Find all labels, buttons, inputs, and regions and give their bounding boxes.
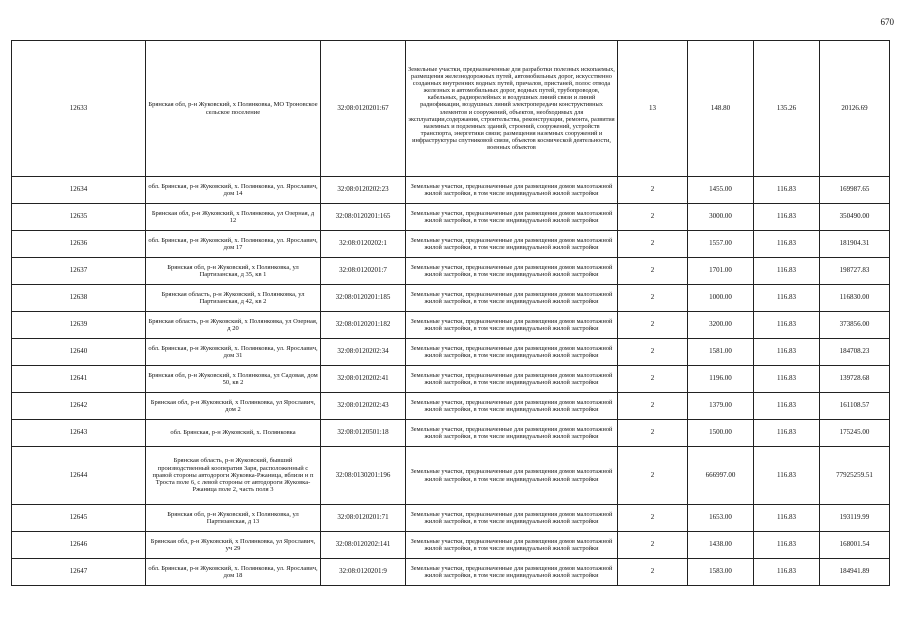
area-cell: 666997.00 xyxy=(688,447,754,505)
land-use-cell: Земельные участки, предназначенные для размещения домов малоэтажной жилой застройки, в том числе индивидуальной жилой застройки xyxy=(406,258,618,285)
specific-value-cell: 116.83 xyxy=(754,231,820,258)
area-cell: 1500.00 xyxy=(688,420,754,447)
cadastral-value-cell: 161108.57 xyxy=(820,393,890,420)
table-row xyxy=(12,285,890,312)
cadastral-value-cell: 169987.65 xyxy=(820,177,890,204)
group-number-cell: 2 xyxy=(618,393,688,420)
cadastral-number-cell: 32:08:0120202:43 xyxy=(321,393,406,420)
cadastral-value-cell: 139728.68 xyxy=(820,366,890,393)
cadastral-number-cell: 32:08:0120202:1 xyxy=(321,231,406,258)
area-cell: 148.80 xyxy=(688,41,754,177)
land-use-cell: Земельные участки, предназначенные для размещения домов малоэтажной жилой застройки, в том числе индивидуальной жилой застройки xyxy=(406,231,618,258)
land-use-cell: Земельные участки, предназначенные для размещения домов малоэтажной жилой застройки, в том числе индивидуальной жилой застройки xyxy=(406,285,618,312)
cadastral-number-cell: 32:08:0120201:67 xyxy=(321,41,406,177)
specific-value-cell: 116.83 xyxy=(754,366,820,393)
group-number-cell: 13 xyxy=(618,41,688,177)
specific-value-cell: 135.26 xyxy=(754,41,820,177)
table-row xyxy=(12,420,890,447)
group-number-cell: 2 xyxy=(618,285,688,312)
area-cell: 1455.00 xyxy=(688,177,754,204)
table-row xyxy=(12,339,890,366)
specific-value-cell: 116.83 xyxy=(754,258,820,285)
table-row xyxy=(12,532,890,559)
row-number-cell: 12646 xyxy=(12,532,146,559)
address-cell: обл. Брянская, р-н Жуковский, х. Полянковка, ул. Ярославич, дом 17 xyxy=(146,231,321,258)
group-number-cell: 2 xyxy=(618,366,688,393)
cadastral-number-cell: 32:08:0120201:9 xyxy=(321,559,406,586)
cadastral-number-cell: 32:08:0120501:18 xyxy=(321,420,406,447)
area-cell: 1000.00 xyxy=(688,285,754,312)
area-cell: 1583.00 xyxy=(688,559,754,586)
cadastral-value-cell: 193119.99 xyxy=(820,505,890,532)
row-number-cell: 12642 xyxy=(12,393,146,420)
area-cell: 1701.00 xyxy=(688,258,754,285)
cadastral-value-cell: 184708.23 xyxy=(820,339,890,366)
land-use-cell: Земельные участки, предназначенные для размещения домов малоэтажной жилой застройки, в том числе индивидуальной жилой застройки xyxy=(406,204,618,231)
address-cell: Брянская обл, р-н Жуковский, х Полянковка, МО Троновское сельское поселение xyxy=(146,41,321,177)
group-number-cell: 2 xyxy=(618,532,688,559)
cadastral-number-cell: 32:08:0120202:41 xyxy=(321,366,406,393)
table-row xyxy=(12,41,890,177)
land-use-cell: Земельные участки, предназначенные для размещения домов малоэтажной жилой застройки, в том числе индивидуальной жилой застройки xyxy=(406,177,618,204)
land-use-cell: Земельные участки, предназначенные для размещения домов малоэтажной жилой застройки, в том числе индивидуальной жилой застройки xyxy=(406,559,618,586)
cadastral-value-cell: 77925259.51 xyxy=(820,447,890,505)
cadastral-number-cell: 32:08:0120202:141 xyxy=(321,532,406,559)
specific-value-cell: 116.83 xyxy=(754,447,820,505)
area-cell: 1557.00 xyxy=(688,231,754,258)
table-row xyxy=(12,505,890,532)
land-use-cell: Земельные участки, предназначенные для размещения домов малоэтажной жилой застройки, в том числе индивидуальной жилой застройки xyxy=(406,339,618,366)
specific-value-cell: 116.83 xyxy=(754,177,820,204)
group-number-cell: 2 xyxy=(618,177,688,204)
group-number-cell: 2 xyxy=(618,204,688,231)
land-use-cell: Земельные участки, предназначенные для размещения домов малоэтажной жилой застройки, в том числе индивидуальной жилой застройки xyxy=(406,312,618,339)
cadastral-value-cell: 198727.83 xyxy=(820,258,890,285)
address-cell: обл. Брянская, р-н Жуковский, х. Полянковка, ул. Ярославич, дом 18 xyxy=(146,559,321,586)
area-cell: 3000.00 xyxy=(688,204,754,231)
table-row xyxy=(12,366,890,393)
address-cell: Брянская область, р-н Жуковский, бывший производственный кооператив Заря, расположенный с правой стороны автодороги Жуковка-Ржаница, вблизи н п Троста поле 6, с левой стороны от автодороги Жуковка-Ржаница поле 2, часть поля 3 xyxy=(146,447,321,505)
cadastral-number-cell: 32:08:0120201:165 xyxy=(321,204,406,231)
row-number-cell: 12647 xyxy=(12,559,146,586)
land-use-cell: Земельные участки, предназначенные для размещения домов малоэтажной жилой застройки, в том числе индивидуальной жилой застройки xyxy=(406,366,618,393)
row-number-cell: 12634 xyxy=(12,177,146,204)
table-row xyxy=(12,177,890,204)
area-cell: 1653.00 xyxy=(688,505,754,532)
cadastral-number-cell: 32:08:0120201:185 xyxy=(321,285,406,312)
row-number-cell: 12639 xyxy=(12,312,146,339)
land-use-cell: Земельные участки, предназначенные для разработки полезных ископаемых, размещения железнодорожных путей, автомобильных дорог, искусственно созданных внутренних водных путей, причалов, пристаней, полос отвода железных и автомобильных дорог, водных путей, трубопроводов, кабельных, радиорелейных и воздушных линий связи и линий радиофикации, воздушных линий электропередачи конструктивных элементов и сооружений, объектов, необходимых для эксплуатации,содержания, строительства, реконструкции, ремонта, развития наземных и подземных зданий, строений, сооружений, устройств транспорта, энергетики связи; размещения наземных сооружений и инфраструктуры спутниковой связи, объектов космической деятельности, военных объектов xyxy=(406,41,618,177)
group-number-cell: 2 xyxy=(618,231,688,258)
table-row xyxy=(12,393,890,420)
row-number-cell: 12640 xyxy=(12,339,146,366)
specific-value-cell: 116.83 xyxy=(754,420,820,447)
address-cell: Брянская обл, р-н Жуковский, х Полянковка, ул Партизанская, д 13 xyxy=(146,505,321,532)
cadastral-number-cell: 32:08:0120201:7 xyxy=(321,258,406,285)
area-cell: 1379.00 xyxy=(688,393,754,420)
cadastral-number-cell: 32:08:0120201:182 xyxy=(321,312,406,339)
land-registry-table xyxy=(11,40,890,586)
table-row xyxy=(12,559,890,586)
land-use-cell: Земельные участки, предназначенные для размещения домов малоэтажной жилой застройки, в том числе индивидуальной жилой застройки xyxy=(406,447,618,505)
cadastral-value-cell: 20126.69 xyxy=(820,41,890,177)
row-number-cell: 12644 xyxy=(12,447,146,505)
specific-value-cell: 116.83 xyxy=(754,393,820,420)
area-cell: 3200.00 xyxy=(688,312,754,339)
address-cell: обл. Брянская, р-н Жуковский, х. Полянковка, ул. Ярославич, дом 31 xyxy=(146,339,321,366)
group-number-cell: 2 xyxy=(618,447,688,505)
address-cell: Брянская обл, р-н Жуковский, х Полянковка, ул Озерная, д 12 xyxy=(146,204,321,231)
address-cell: Брянская обл, р-н Жуковский, х Полянковка, ул Партизанская, д 35, кв 1 xyxy=(146,258,321,285)
land-use-cell: Земельные участки, предназначенные для размещения домов малоэтажной жилой застройки, в том числе индивидуальной жилой застройки xyxy=(406,532,618,559)
row-number-cell: 12635 xyxy=(12,204,146,231)
address-cell: Брянская область, р-н Жуковский, х Полянковка, ул Озерная, д 20 xyxy=(146,312,321,339)
address-cell: обл. Брянская, р-н Жуковский, х. Полянковка xyxy=(146,420,321,447)
row-number-cell: 12645 xyxy=(12,505,146,532)
table-row xyxy=(12,204,890,231)
cadastral-value-cell: 168001.54 xyxy=(820,532,890,559)
cadastral-value-cell: 350490.00 xyxy=(820,204,890,231)
address-cell: Брянская обл, р-н Жуковский, х Полянковка, ул Ярославич, дом 2 xyxy=(146,393,321,420)
group-number-cell: 2 xyxy=(618,420,688,447)
specific-value-cell: 116.83 xyxy=(754,532,820,559)
specific-value-cell: 116.83 xyxy=(754,312,820,339)
cadastral-value-cell: 373856.00 xyxy=(820,312,890,339)
row-number-cell: 12643 xyxy=(12,420,146,447)
land-use-cell: Земельные участки, предназначенные для размещения домов малоэтажной жилой застройки, в том числе индивидуальной жилой застройки xyxy=(406,393,618,420)
cadastral-value-cell: 175245.00 xyxy=(820,420,890,447)
row-number-cell: 12638 xyxy=(12,285,146,312)
specific-value-cell: 116.83 xyxy=(754,204,820,231)
cadastral-value-cell: 116830.00 xyxy=(820,285,890,312)
specific-value-cell: 116.83 xyxy=(754,505,820,532)
land-use-cell: Земельные участки, предназначенные для размещения домов малоэтажной жилой застройки, в том числе индивидуальной жилой застройки xyxy=(406,420,618,447)
row-number-cell: 12636 xyxy=(12,231,146,258)
row-number-cell: 12641 xyxy=(12,366,146,393)
area-cell: 1581.00 xyxy=(688,339,754,366)
cadastral-value-cell: 181904.31 xyxy=(820,231,890,258)
area-cell: 1438.00 xyxy=(688,532,754,559)
row-number-cell: 12637 xyxy=(12,258,146,285)
page-number: 670 xyxy=(880,17,894,27)
group-number-cell: 2 xyxy=(618,312,688,339)
area-cell: 1196.00 xyxy=(688,366,754,393)
cadastral-value-cell: 184941.89 xyxy=(820,559,890,586)
cadastral-number-cell: 32:08:0120202:34 xyxy=(321,339,406,366)
group-number-cell: 2 xyxy=(618,258,688,285)
specific-value-cell: 116.83 xyxy=(754,339,820,366)
group-number-cell: 2 xyxy=(618,559,688,586)
table-row xyxy=(12,258,890,285)
cadastral-number-cell: 32:08:0130201:196 xyxy=(321,447,406,505)
address-cell: Брянская обл, р-н Жуковский, х Полянковка, ул Ярославич, уч 29 xyxy=(146,532,321,559)
table-row xyxy=(12,231,890,258)
group-number-cell: 2 xyxy=(618,505,688,532)
land-use-cell: Земельные участки, предназначенные для размещения домов малоэтажной жилой застройки, в том числе индивидуальной жилой застройки xyxy=(406,505,618,532)
address-cell: Брянская обл, р-н Жуковский, х Полянковка, ул Садовая, дом 50, кв 2 xyxy=(146,366,321,393)
row-number-cell: 12633 xyxy=(12,41,146,177)
group-number-cell: 2 xyxy=(618,339,688,366)
cadastral-number-cell: 32:08:0120202:23 xyxy=(321,177,406,204)
specific-value-cell: 116.83 xyxy=(754,559,820,586)
address-cell: Брянская область, р-н Жуковский, х Полянковка, ул Партизанская, д 42, кв 2 xyxy=(146,285,321,312)
table-body xyxy=(12,41,890,586)
table-row xyxy=(12,447,890,505)
table-row xyxy=(12,312,890,339)
cadastral-number-cell: 32:08:0120201:71 xyxy=(321,505,406,532)
specific-value-cell: 116.83 xyxy=(754,285,820,312)
address-cell: обл. Брянская, р-н Жуковский, х. Полянковка, ул. Ярославич, дом 14 xyxy=(146,177,321,204)
